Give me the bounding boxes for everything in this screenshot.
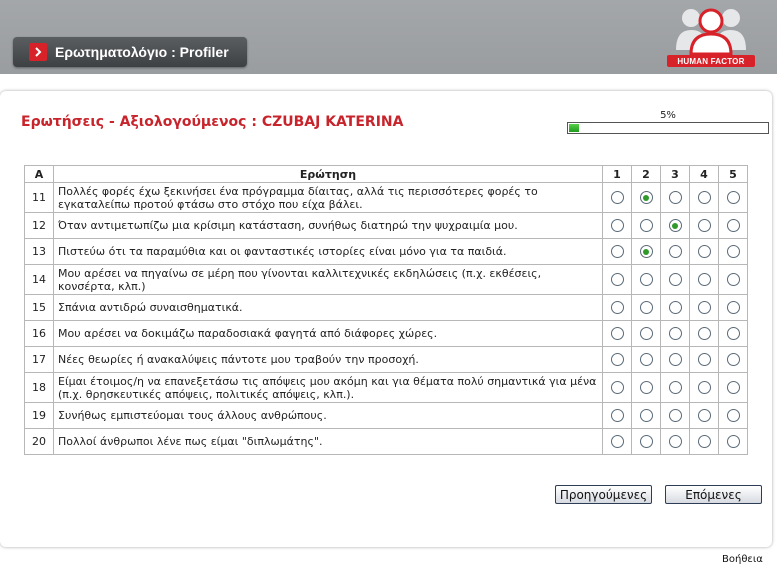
- answer-radio-5[interactable]: [727, 191, 740, 204]
- question-number: 15: [25, 295, 54, 321]
- question-text: Μου αρέσει να πηγαίνω σε μέρη που γίνονται καλλιτεχνικές εκδηλώσεις (π.χ. εκθέσεις, κονσέρτα, κλπ.): [54, 265, 603, 295]
- answer-cell-1: [603, 403, 632, 429]
- question-text: Μου αρέσει να δοκιμάζω παραδοσιακά φαγητά από διάφορες χώρες.: [54, 321, 603, 347]
- answer-cell-2: [632, 265, 661, 295]
- page-title: Ερωτήσεις - Αξιολογούμενος : CZUBAJ KATERINA: [21, 114, 404, 130]
- question-number: 17: [25, 347, 54, 373]
- question-number: 14: [25, 265, 54, 295]
- answer-radio-3[interactable]: [669, 219, 682, 232]
- question-number: 19: [25, 403, 54, 429]
- question-text: Σπάνια αντιδρώ συναισθηματικά.: [54, 295, 603, 321]
- answer-cell-3: [661, 295, 690, 321]
- answer-radio-5[interactable]: [727, 273, 740, 286]
- answer-radio-2[interactable]: [640, 353, 653, 366]
- question-number: 11: [25, 183, 54, 213]
- answer-cell-1: [603, 429, 632, 455]
- answer-radio-4[interactable]: [698, 409, 711, 422]
- question-text: Πιστεύω ότι τα παραμύθια και οι φανταστικές ιστορίες είναι μόνο για τα παιδιά.: [54, 239, 603, 265]
- answer-cell-3: [661, 239, 690, 265]
- table-row: [25, 213, 748, 239]
- answer-radio-2[interactable]: [640, 409, 653, 422]
- answer-radio-1[interactable]: [611, 191, 624, 204]
- answer-radio-3[interactable]: [669, 353, 682, 366]
- answer-cell-4: [690, 403, 719, 429]
- answer-radio-1[interactable]: [611, 409, 624, 422]
- table-header-row: [25, 166, 748, 183]
- answer-cell-2: [632, 403, 661, 429]
- answer-radio-2[interactable]: [640, 381, 653, 394]
- answer-radio-3[interactable]: [669, 327, 682, 340]
- answer-radio-2[interactable]: [640, 245, 653, 258]
- brand-name: HUMAN FACTOR: [667, 55, 755, 67]
- answer-radio-1[interactable]: [611, 301, 624, 314]
- answer-radio-4[interactable]: [698, 245, 711, 258]
- table-row: [25, 183, 748, 213]
- question-number: 12: [25, 213, 54, 239]
- answer-cell-3: [661, 429, 690, 455]
- answer-radio-4[interactable]: [698, 191, 711, 204]
- answer-cell-2: [632, 429, 661, 455]
- human-factor-logo: [664, 4, 758, 68]
- answer-cell-1: [603, 239, 632, 265]
- answer-radio-3[interactable]: [669, 245, 682, 258]
- answer-radio-4[interactable]: [698, 327, 711, 340]
- question-number: 20: [25, 429, 54, 455]
- answer-cell-5: [719, 213, 748, 239]
- table-row: [25, 265, 748, 295]
- people-logo-icon: [664, 4, 758, 56]
- question-text: Νέες θεωρίες ή ανακαλύψεις πάντοτε μου τραβούν την προσοχή.: [54, 347, 603, 373]
- answer-cell-4: [690, 321, 719, 347]
- table-row: [25, 321, 748, 347]
- table-row: [25, 239, 748, 265]
- answer-radio-1[interactable]: [611, 245, 624, 258]
- answer-cell-3: [661, 403, 690, 429]
- answer-radio-4[interactable]: [698, 219, 711, 232]
- question-text: Πολλοί άνθρωποι λένε πως είμαι "διπλωμάτης".: [54, 429, 603, 455]
- questions-table: [24, 165, 748, 455]
- answer-radio-4[interactable]: [698, 353, 711, 366]
- answer-cell-2: [632, 295, 661, 321]
- answer-cell-5: [719, 183, 748, 213]
- answer-radio-5[interactable]: [727, 353, 740, 366]
- answer-radio-4[interactable]: [698, 273, 711, 286]
- answer-radio-1[interactable]: [611, 219, 624, 232]
- answer-radio-1[interactable]: [611, 353, 624, 366]
- answer-cell-4: [690, 295, 719, 321]
- answer-cell-1: [603, 295, 632, 321]
- answer-radio-2[interactable]: [640, 327, 653, 340]
- answer-cell-3: [661, 321, 690, 347]
- answer-cell-4: [690, 239, 719, 265]
- answer-radio-4[interactable]: [698, 435, 711, 448]
- answer-radio-1[interactable]: [611, 273, 624, 286]
- top-bar: [0, 0, 777, 74]
- column-header-5: 5: [719, 166, 748, 183]
- answer-cell-3: [661, 213, 690, 239]
- app-title-bar: [13, 37, 247, 67]
- answer-radio-2[interactable]: [640, 435, 653, 448]
- next-button[interactable]: Επόμενες: [665, 485, 762, 504]
- previous-button[interactable]: Προηγούμενες: [555, 485, 652, 504]
- answer-cell-4: [690, 265, 719, 295]
- answer-cell-1: [603, 265, 632, 295]
- answer-cell-2: [632, 321, 661, 347]
- column-header-3: 3: [661, 166, 690, 183]
- column-header-4: 4: [690, 166, 719, 183]
- question-text: Συνήθως εμπιστεύομαι τους άλλους ανθρώπους.: [54, 403, 603, 429]
- answer-radio-4[interactable]: [698, 301, 711, 314]
- answer-cell-2: [632, 239, 661, 265]
- app-title: Ερωτηματολόγιο : Profiler: [55, 44, 229, 60]
- answer-cell-2: [632, 183, 661, 213]
- table-row: [25, 347, 748, 373]
- question-text: Όταν αντιμετωπίζω μια κρίσιμη κατάσταση, συνήθως διατηρώ την ψυχραιμία μου.: [54, 213, 603, 239]
- answer-cell-2: [632, 213, 661, 239]
- table-row: [25, 429, 748, 455]
- column-header-question: Ερώτηση: [54, 166, 603, 183]
- answer-cell-3: [661, 265, 690, 295]
- question-number: 13: [25, 239, 54, 265]
- answer-cell-5: [719, 265, 748, 295]
- answer-cell-5: [719, 239, 748, 265]
- answer-radio-1[interactable]: [611, 327, 624, 340]
- answer-radio-3[interactable]: [669, 435, 682, 448]
- answer-radio-1[interactable]: [611, 381, 624, 394]
- answer-cell-3: [661, 183, 690, 213]
- answer-radio-3[interactable]: [669, 273, 682, 286]
- answer-cell-1: [603, 183, 632, 213]
- answer-radio-5[interactable]: [727, 245, 740, 258]
- answer-cell-4: [690, 429, 719, 455]
- answer-cell-5: [719, 347, 748, 373]
- answer-radio-5[interactable]: [727, 381, 740, 394]
- answer-cell-4: [690, 373, 719, 403]
- answer-cell-2: [632, 373, 661, 403]
- question-number: 16: [25, 321, 54, 347]
- answer-cell-1: [603, 347, 632, 373]
- answer-radio-3[interactable]: [669, 191, 682, 204]
- answer-radio-5[interactable]: [727, 327, 740, 340]
- answer-radio-4[interactable]: [698, 381, 711, 394]
- answer-radio-1[interactable]: [611, 435, 624, 448]
- table-row: [25, 373, 748, 403]
- arrow-right-icon: [29, 43, 47, 61]
- progress-bar: [567, 122, 769, 134]
- help-link[interactable]: Βοήθεια: [722, 554, 763, 565]
- progress-label: 5%: [660, 110, 676, 121]
- answer-radio-5[interactable]: [727, 301, 740, 314]
- column-header-a: A: [25, 166, 54, 183]
- answer-cell-2: [632, 347, 661, 373]
- answer-cell-1: [603, 213, 632, 239]
- answer-cell-5: [719, 373, 748, 403]
- answer-cell-5: [719, 295, 748, 321]
- answer-radio-2[interactable]: [640, 191, 653, 204]
- answer-radio-5[interactable]: [727, 219, 740, 232]
- answer-radio-5[interactable]: [727, 435, 740, 448]
- answer-radio-3[interactable]: [669, 409, 682, 422]
- answer-radio-3[interactable]: [669, 381, 682, 394]
- answer-cell-1: [603, 373, 632, 403]
- answer-radio-2[interactable]: [640, 219, 653, 232]
- answer-radio-2[interactable]: [640, 301, 653, 314]
- table-row: [25, 403, 748, 429]
- answer-radio-5[interactable]: [727, 409, 740, 422]
- answer-cell-4: [690, 213, 719, 239]
- question-text: Πολλές φορές έχω ξεκινήσει ένα πρόγραμμα δίαιτας, αλλά τις περισσότερες φορές το εγκαταλείπω προτού φτάσω στο στόχο που είχα βάλει.: [54, 183, 603, 213]
- answer-radio-2[interactable]: [640, 273, 653, 286]
- answer-cell-5: [719, 429, 748, 455]
- question-text: Είμαι έτοιμος/η να επανεξετάσω τις απόψεις μου ακόμη και για θέματα πολύ σημαντικά για μένα (π.χ. θρησκευτικές απόψεις, πολιτικές απόψεις, κλπ.).: [54, 373, 603, 403]
- column-header-1: 1: [603, 166, 632, 183]
- answer-cell-4: [690, 183, 719, 213]
- answer-cell-5: [719, 321, 748, 347]
- answer-cell-5: [719, 403, 748, 429]
- progress-fill: [569, 124, 579, 132]
- answer-cell-1: [603, 321, 632, 347]
- column-header-2: 2: [632, 166, 661, 183]
- answer-cell-3: [661, 347, 690, 373]
- answer-cell-3: [661, 373, 690, 403]
- question-number: 18: [25, 373, 54, 403]
- answer-radio-3[interactable]: [669, 301, 682, 314]
- answer-cell-4: [690, 347, 719, 373]
- table-row: [25, 295, 748, 321]
